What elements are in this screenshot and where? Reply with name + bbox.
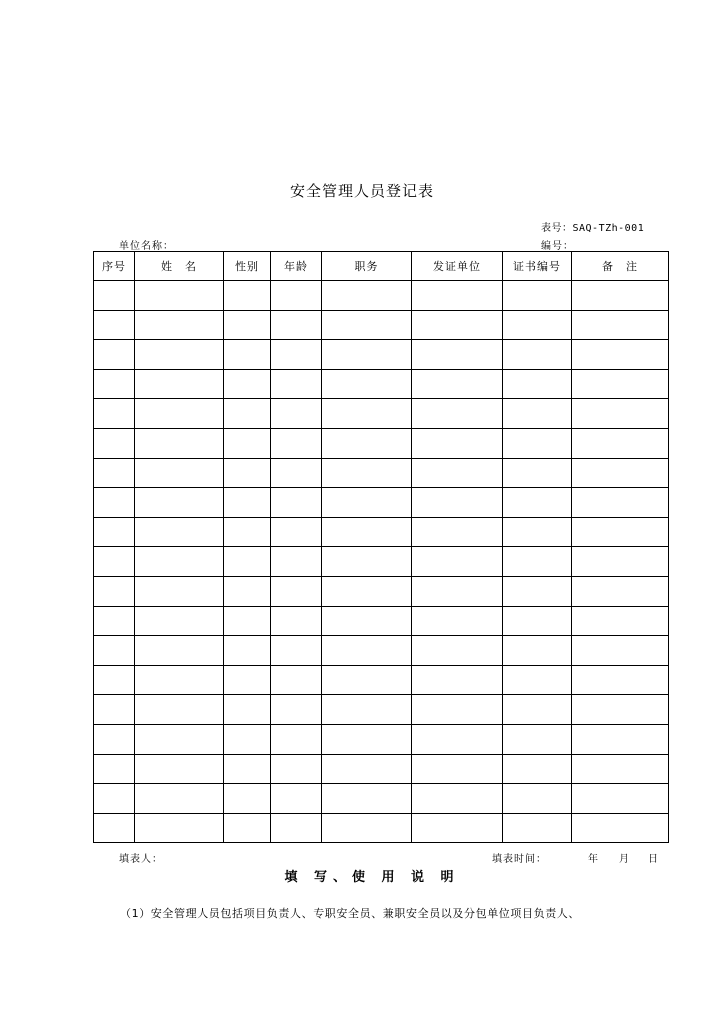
table-cell[interactable] [271,724,322,754]
table-cell[interactable] [503,665,572,695]
table-cell[interactable] [135,281,224,311]
table-cell[interactable] [271,665,322,695]
table-row [94,281,669,311]
table-row [94,310,669,340]
table-cell[interactable] [94,754,135,784]
table-cell[interactable] [412,281,503,311]
table-cell[interactable] [503,310,572,340]
table-cell[interactable] [135,428,224,458]
table-cell[interactable] [412,369,503,399]
table-cell[interactable] [271,784,322,814]
table-cell[interactable] [271,310,322,340]
table-cell[interactable] [94,281,135,311]
table-cell[interactable] [322,813,412,843]
table-cell[interactable] [94,399,135,429]
table-cell[interactable] [412,813,503,843]
table-cell[interactable] [94,665,135,695]
table-cell[interactable] [224,547,271,577]
table-cell[interactable] [322,724,412,754]
day-label: 日 [648,854,659,865]
column-header-position: 职务 [322,252,412,281]
table-cell[interactable] [572,310,669,340]
table-cell[interactable] [572,399,669,429]
table-cell[interactable] [572,784,669,814]
table-row [94,724,669,754]
table-cell[interactable] [94,458,135,488]
table-cell[interactable] [412,784,503,814]
table-cell[interactable] [135,813,224,843]
instructions-item-1: （1）安全管理人员包括项目负责人、专职安全员、兼职安全员以及分包单位项目负责人、 [120,907,580,920]
table-cell[interactable] [322,695,412,725]
table-cell[interactable] [94,606,135,636]
column-header-gender: 性别 [224,252,271,281]
table-cell[interactable] [322,310,412,340]
fill-time-label: 填表时间： [492,854,547,865]
table-cell[interactable] [322,488,412,518]
table-cell[interactable] [224,754,271,784]
table-cell[interactable] [412,695,503,725]
table-cell[interactable] [412,724,503,754]
table-cell[interactable] [135,606,224,636]
table-row [94,458,669,488]
table-cell[interactable] [94,784,135,814]
table-cell[interactable] [271,636,322,666]
number-label: 编号： [541,241,574,252]
table-cell[interactable] [503,488,572,518]
table-row [94,576,669,606]
table-cell[interactable] [224,369,271,399]
table-cell[interactable] [503,340,572,370]
table-cell[interactable] [135,399,224,429]
table-cell[interactable] [322,754,412,784]
table-cell[interactable] [135,547,224,577]
table-cell[interactable] [412,547,503,577]
table-cell[interactable] [412,488,503,518]
table-cell[interactable] [572,547,669,577]
table-cell[interactable] [503,547,572,577]
table-row [94,547,669,577]
table-row [94,813,669,843]
table-cell[interactable] [412,665,503,695]
table-cell[interactable] [271,695,322,725]
table-cell[interactable] [572,695,669,725]
table-cell[interactable] [224,399,271,429]
table-cell[interactable] [135,754,224,784]
table-cell[interactable] [322,340,412,370]
table-cell[interactable] [271,813,322,843]
table-cell[interactable] [271,458,322,488]
table-cell[interactable] [224,724,271,754]
table-cell[interactable] [224,576,271,606]
table-cell[interactable] [94,517,135,547]
table-cell[interactable] [94,428,135,458]
table-cell[interactable] [322,458,412,488]
table-cell[interactable] [135,310,224,340]
table-cell[interactable] [322,784,412,814]
filler-label: 填表人： [119,854,163,865]
table-cell[interactable] [322,281,412,311]
table-cell[interactable] [271,340,322,370]
table-cell[interactable] [224,517,271,547]
table-cell[interactable] [503,636,572,666]
month-label: 月 [619,854,630,865]
table-cell[interactable] [572,369,669,399]
table-cell[interactable] [224,813,271,843]
table-cell[interactable] [135,340,224,370]
unit-name-label: 单位名称： [119,241,174,252]
table-cell[interactable] [322,428,412,458]
table-cell[interactable] [412,636,503,666]
table-cell[interactable] [503,517,572,547]
table-row [94,636,669,666]
column-header-serial: 序号 [94,252,135,281]
table-cell[interactable] [135,784,224,814]
table-cell[interactable] [503,576,572,606]
table-cell[interactable] [224,695,271,725]
table-cell[interactable] [271,428,322,458]
form-title: 安全管理人员登记表 [289,182,434,200]
table-cell[interactable] [135,636,224,666]
table-cell[interactable] [572,576,669,606]
table-cell[interactable] [412,399,503,429]
column-header-issuer: 发证单位 [412,252,503,281]
table-cell[interactable] [224,281,271,311]
table-cell[interactable] [503,606,572,636]
table-cell[interactable] [224,784,271,814]
table-cell[interactable] [572,428,669,458]
table-cell[interactable] [572,813,669,843]
column-header-name: 姓 名 [135,252,224,281]
table-cell[interactable] [412,606,503,636]
table-cell[interactable] [572,606,669,636]
table-cell[interactable] [412,576,503,606]
table-cell[interactable] [322,517,412,547]
table-row [94,517,669,547]
table-cell[interactable] [412,517,503,547]
table-cell[interactable] [224,665,271,695]
table-cell[interactable] [224,340,271,370]
table-row [94,606,669,636]
table-cell[interactable] [412,428,503,458]
table-row [94,399,669,429]
table-cell[interactable] [135,576,224,606]
table-cell[interactable] [271,399,322,429]
table-cell[interactable] [572,636,669,666]
table-body [94,281,669,843]
table-cell[interactable] [412,754,503,784]
table-cell[interactable] [224,488,271,518]
table-cell[interactable] [503,813,572,843]
table-row [94,340,669,370]
table-cell[interactable] [135,488,224,518]
table-cell[interactable] [271,754,322,784]
table-cell[interactable] [135,369,224,399]
column-header-certificate-no: 证书编号 [503,252,572,281]
table-cell[interactable] [503,784,572,814]
table-row [94,695,669,725]
table-cell[interactable] [412,458,503,488]
table-cell[interactable] [572,665,669,695]
table-cell[interactable] [572,724,669,754]
table-cell[interactable] [271,281,322,311]
table-row [94,754,669,784]
table-cell[interactable] [271,369,322,399]
table-cell[interactable] [322,369,412,399]
table-cell[interactable] [271,576,322,606]
table-cell[interactable] [271,488,322,518]
table-cell[interactable] [94,576,135,606]
column-header-age: 年龄 [271,252,322,281]
table-cell[interactable] [322,576,412,606]
table-cell[interactable] [572,340,669,370]
table-cell[interactable] [572,488,669,518]
table-row [94,369,669,399]
table-cell[interactable] [94,636,135,666]
table-row [94,428,669,458]
table-cell[interactable] [224,458,271,488]
table-cell[interactable] [94,547,135,577]
table-cell[interactable] [572,281,669,311]
table-row [94,488,669,518]
table-cell[interactable] [135,724,224,754]
table-cell[interactable] [503,369,572,399]
table-cell[interactable] [322,399,412,429]
table-cell[interactable] [224,310,271,340]
form-code: 表号：SAQ-TZh-001 [541,223,645,234]
table-cell[interactable] [94,340,135,370]
table-cell[interactable] [322,636,412,666]
table-cell[interactable] [94,488,135,518]
table-cell[interactable] [224,636,271,666]
table-cell[interactable] [224,606,271,636]
table-row [94,665,669,695]
table-cell[interactable] [412,340,503,370]
table-cell[interactable] [503,724,572,754]
year-label: 年 [588,854,599,865]
table-cell[interactable] [271,547,322,577]
table-cell[interactable] [271,517,322,547]
table-cell[interactable] [572,458,669,488]
table-cell[interactable] [322,547,412,577]
table-cell[interactable] [503,428,572,458]
instructions-title: 填 写、使 用 说 明 [284,870,460,885]
table-cell[interactable] [503,695,572,725]
table-cell[interactable] [322,665,412,695]
table-cell[interactable] [135,458,224,488]
registration-table [93,251,669,843]
table-cell[interactable] [94,813,135,843]
table-cell[interactable] [94,724,135,754]
table-cell[interactable] [94,695,135,725]
table-cell[interactable] [503,458,572,488]
table-cell[interactable] [135,517,224,547]
table-cell[interactable] [94,310,135,340]
table-cell[interactable] [572,517,669,547]
table-cell[interactable] [224,428,271,458]
table-cell[interactable] [135,665,224,695]
table-cell[interactable] [322,606,412,636]
table-row [94,784,669,814]
table-cell[interactable] [412,310,503,340]
table-cell[interactable] [503,281,572,311]
table-cell[interactable] [503,399,572,429]
table-cell[interactable] [572,754,669,784]
table-cell[interactable] [135,695,224,725]
table-cell[interactable] [94,369,135,399]
table-cell[interactable] [271,606,322,636]
table-header-row [94,252,669,281]
column-header-remarks: 备 注 [572,252,669,281]
table-cell[interactable] [503,754,572,784]
